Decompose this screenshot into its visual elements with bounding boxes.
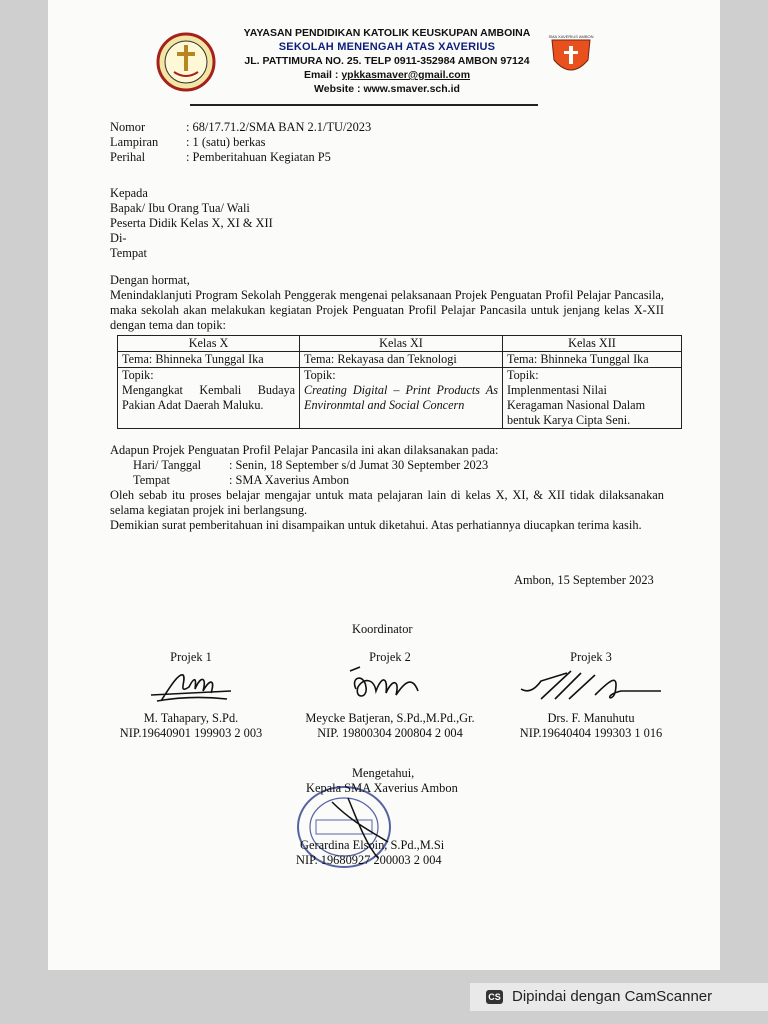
table-cell: Topik: Creating Digital – Print Products As Environmtal and Social Concern	[300, 368, 503, 429]
camscanner-icon: CS	[486, 990, 503, 1004]
signature-2	[330, 665, 450, 707]
salutation: Dengan hormat,	[110, 273, 190, 287]
table-header: Kelas X	[118, 336, 300, 352]
school-logo	[548, 30, 594, 82]
schedule-block	[110, 443, 664, 533]
koordinator-label: Koordinator	[352, 622, 413, 636]
signer-3	[506, 650, 676, 741]
table-row	[118, 352, 682, 368]
schedule-note: Oleh sebab itu proses belajar mengajar untuk mata pelajaran lain di kelas X, XI, & XII tidak dilaksanakan selama kegiatan projek ini berlangsung.	[110, 488, 664, 517]
school-email: Email : ypkkasmaver@gmail.com	[303, 69, 471, 81]
signer-role: Projek 3	[570, 650, 612, 664]
letterhead	[232, 26, 542, 96]
principal-name: Gerardina Elsoin, S.Pd.,M.Si	[300, 838, 445, 852]
principal-block	[296, 766, 476, 796]
table-cell: Tema: Rekayasa dan Teknologi	[300, 352, 503, 368]
table-cell: Tema: Bhinneka Tunggal Ika	[503, 352, 682, 368]
camscanner-badge	[470, 983, 768, 1011]
table-header-row	[118, 336, 682, 352]
signer-1	[110, 650, 272, 741]
table-row	[118, 368, 682, 429]
recipient-line: Kepada	[110, 186, 148, 200]
opening-block	[110, 273, 664, 333]
recipient-line: Bapak/ Ibu Orang Tua/ Wali	[110, 201, 250, 215]
signer-name: Meycke Batjeran, S.Pd.,M.Pd.,Gr.	[305, 711, 475, 725]
signer-nip: NIP.19640404 199303 1 016	[519, 726, 663, 740]
school-name: SEKOLAH MENENGAH ATAS XAVERIUS	[278, 41, 496, 53]
schedule-day: Hari/ Tanggal : Senin, 18 September s/d Jumat 30 September 2023	[133, 458, 489, 472]
schedule-place: Tempat : SMA Xaverius Ambon	[133, 473, 350, 487]
table-cell: Topik: Implenmentasi Nilai Keragaman Nasional Dalam bentuk Karya Cipta Seni.	[503, 368, 682, 429]
table-cell: Topik: Mengangkat Kembali Budaya Pakian Adat Daerah Maluku.	[118, 368, 300, 429]
recipient-line: Peserta Didik Kelas X, XI & XII	[110, 216, 273, 230]
school-address: JL. PATTIMURA NO. 25. TELP 0911-352984 AMBON 97124	[244, 55, 530, 67]
principal-nip: NIP. 19680927 200003 2 004	[296, 853, 442, 867]
recipient-line: Tempat	[110, 246, 147, 260]
table-cell: Tema: Bhinneka Tunggal Ika	[118, 352, 300, 368]
table-header: Kelas XI	[300, 336, 503, 352]
signer-role: Projek 1	[170, 650, 212, 664]
meta-nomor: Nomor : 68/17.71.2/SMA BAN 2.1/TU/2023	[110, 120, 372, 134]
signer-nip: NIP. 19800304 200804 2 004	[317, 726, 463, 740]
school-logo-text: SMA XAVERIUS AMBON	[548, 34, 594, 39]
signer-role: Projek 2	[369, 650, 411, 664]
meta-lampiran: Lampiran : 1 (satu) berkas	[110, 135, 266, 149]
project-table	[117, 335, 682, 429]
signer-name: Drs. F. Manuhutu	[547, 711, 635, 725]
principal-sign	[296, 838, 476, 868]
school-website: Website : www.smaver.sch.id	[314, 83, 460, 95]
principal-title: Kepala SMA Xaverius Ambon	[306, 781, 458, 795]
signer-nip: NIP.19640901 199903 2 003	[119, 726, 263, 740]
camscanner-label: Dipindai dengan CamScanner	[512, 988, 713, 1005]
table-header: Kelas XII	[503, 336, 682, 352]
meta-perihal: Perihal : Pemberitahuan Kegiatan P5	[110, 150, 331, 164]
foundation-logo	[156, 32, 216, 92]
recipient-line: Di-	[110, 231, 127, 245]
foundation-name: YAYASAN PENDIDIKAN KATOLIK KEUSKUPAN AMBOINA	[243, 27, 531, 39]
opening-paragraph: Menindaklanjuti Program Sekolah Penggerak mengenai pelaksanaan Projek Penguatan Profil Pelajar Pancasila, maka sekolah akan melakukan kegiatan Projek Penguatan Profil Pelajar Pancasila untuk jenjang kelas X-XII dengan tema dan topik:	[110, 288, 664, 332]
closing-paragraph: Demikian surat pemberitahuan ini disampaikan untuk diketahui. Atas perhatiannya diucapkan terima kasih.	[110, 518, 642, 532]
principal-greeting: Mengetahui,	[352, 766, 415, 780]
date-place: Ambon, 15 September 2023	[514, 573, 654, 587]
signer-name: M. Tahapary, S.Pd.	[143, 711, 239, 725]
header-divider	[190, 104, 538, 106]
recipient-block	[110, 186, 273, 261]
schedule-intro: Adapun Projek Penguatan Profil Pelajar Pancasila ini akan dilaksanakan pada:	[110, 443, 499, 457]
signature-1	[131, 665, 251, 707]
signature-3	[511, 665, 671, 707]
signer-2	[290, 650, 490, 741]
